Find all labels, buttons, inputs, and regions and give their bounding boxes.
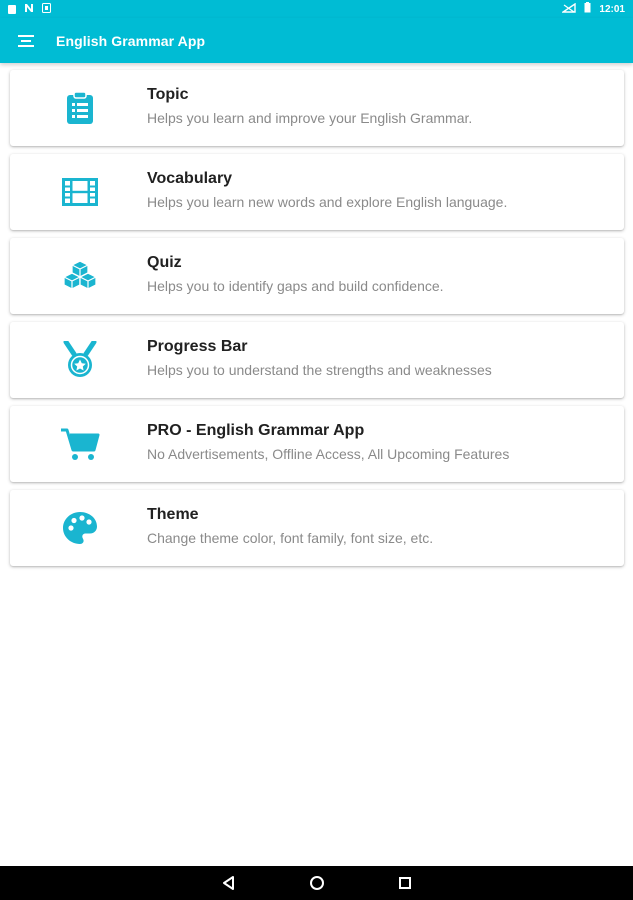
back-icon[interactable] — [219, 873, 239, 893]
status-left-icons — [8, 3, 51, 16]
menu-item-title: Quiz — [147, 254, 182, 271]
menu-item-subtitle: Helps you learn new words and explore English language. — [147, 194, 508, 210]
film-icon — [60, 172, 100, 212]
menu-item-topic[interactable] — [10, 70, 624, 146]
clipboard-list-icon — [60, 88, 100, 128]
menu-item-subtitle: Helps you to identify gaps and build confidence. — [147, 278, 444, 294]
menu-item-quiz[interactable] — [10, 238, 624, 314]
status-bar — [0, 0, 633, 18]
cubes-icon — [60, 256, 100, 296]
signal-off-icon — [562, 3, 576, 16]
menu-item-vocabulary[interactable] — [10, 154, 624, 230]
cart-icon — [60, 424, 100, 464]
status-right-icons — [562, 2, 625, 16]
app-bar — [0, 18, 633, 63]
menu-item-progress-bar[interactable] — [10, 322, 624, 398]
n-icon — [24, 3, 34, 16]
recents-icon[interactable] — [395, 873, 415, 893]
menu-item-subtitle: Helps you learn and improve your English Grammar. — [147, 110, 473, 126]
sd-card-icon — [8, 5, 16, 14]
medal-icon — [60, 340, 100, 380]
menu-item-pro[interactable] — [10, 406, 624, 482]
palette-icon — [60, 508, 100, 548]
status-time: 12:01 — [599, 3, 625, 15]
navigation-bar — [0, 866, 633, 900]
battery-icon — [584, 2, 591, 16]
menu-item-subtitle: Change theme color, font family, font size, etc. — [147, 530, 434, 546]
menu-item-title: PRO - English Grammar App — [147, 422, 365, 439]
menu-item-title: Topic — [147, 86, 189, 103]
menu-item-subtitle: Helps you to understand the strengths and weaknesses — [147, 362, 492, 378]
menu-item-title: Vocabulary — [147, 170, 233, 187]
home-icon[interactable] — [307, 873, 327, 893]
menu-icon[interactable] — [16, 31, 36, 51]
menu-item-title: Theme — [147, 506, 199, 523]
notification-icon — [42, 3, 51, 16]
menu-list — [10, 70, 624, 574]
app-title: English Grammar App — [56, 32, 206, 49]
menu-item-subtitle: No Advertisements, Offline Access, All Upcoming Features — [147, 446, 510, 462]
menu-item-title: Progress Bar — [147, 338, 248, 355]
menu-item-theme[interactable] — [10, 490, 624, 566]
